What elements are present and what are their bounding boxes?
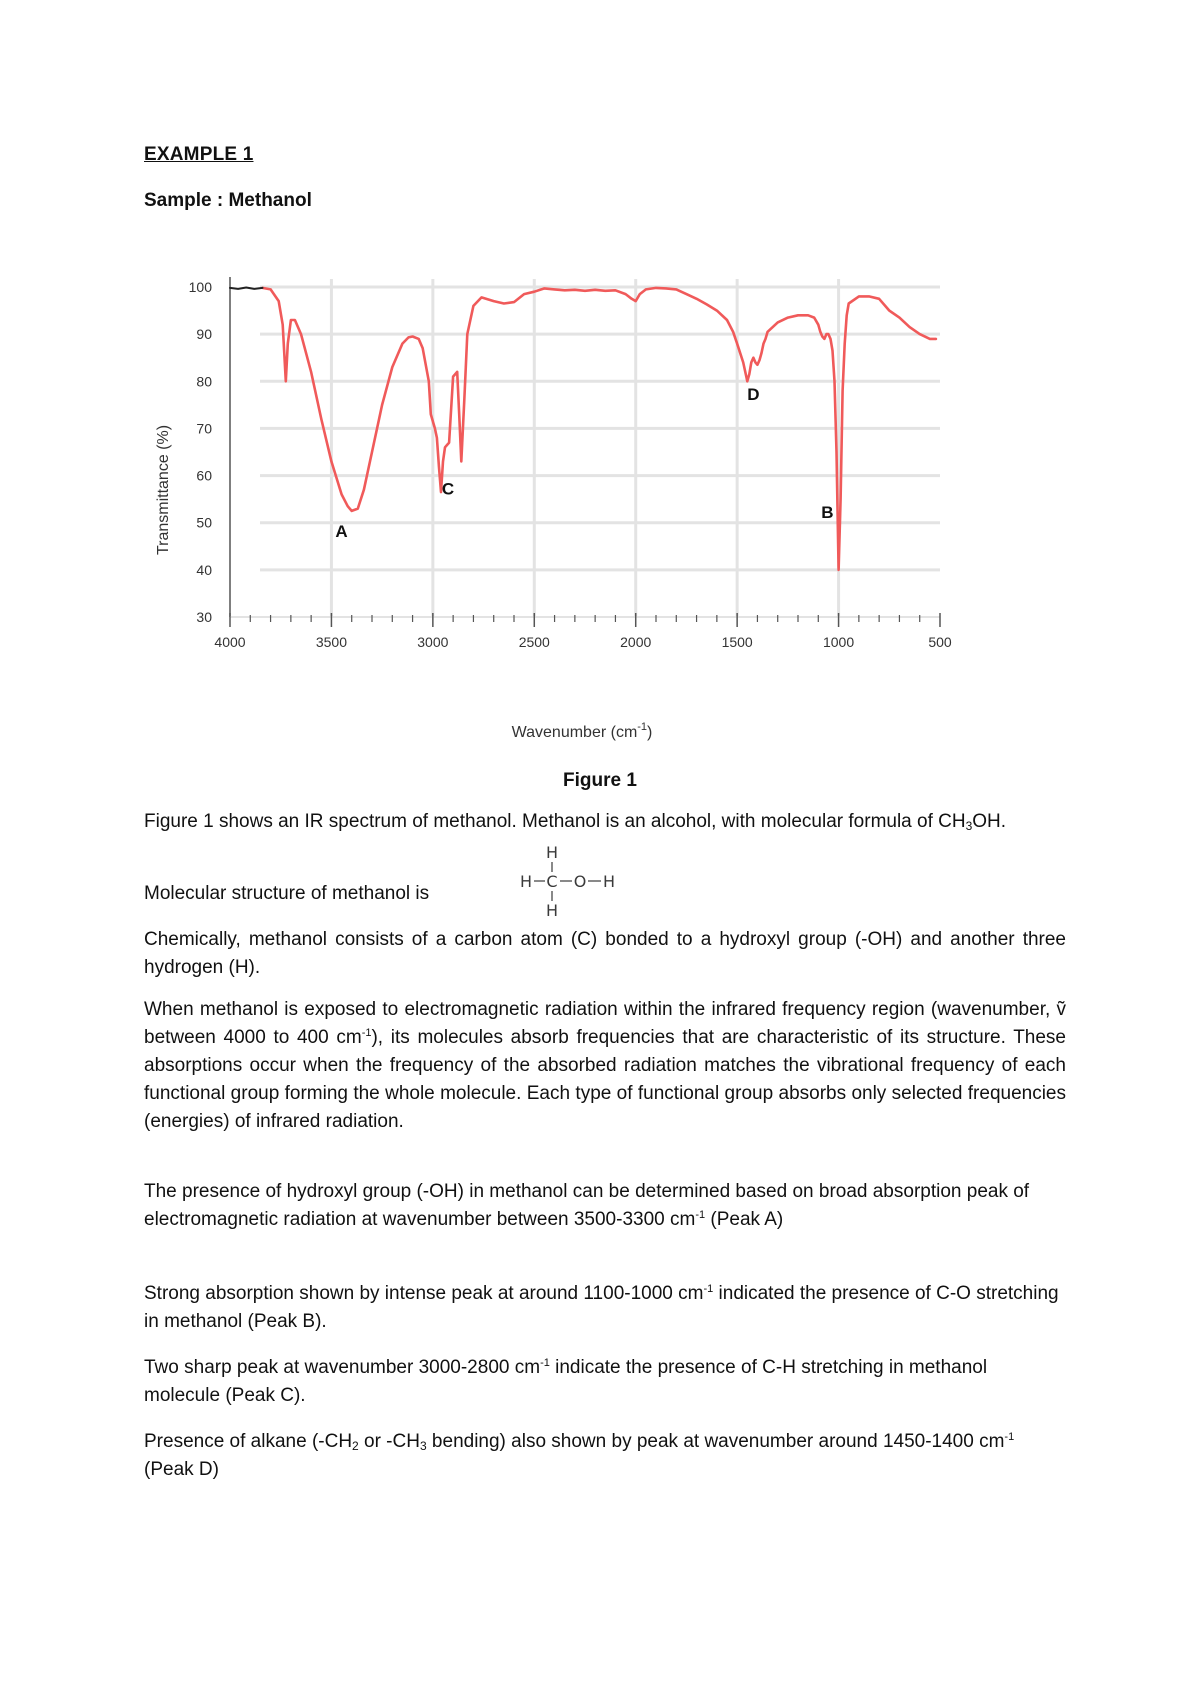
structure-oxygen: O xyxy=(573,872,587,891)
peak-label-b: B xyxy=(821,503,834,522)
paragraph-peak-c-end: indicate the presence of C-H stretching in methanol molecule (Peak C). xyxy=(144,1357,988,1406)
structure-right-hydrogen: H xyxy=(602,872,616,891)
paragraph-ir-text: When methanol is exposed to electromagnetic radiation within the infrared frequency region (wavenumber, ṽ between 4000 to 400 cm xyxy=(144,999,1066,1048)
unit-superscript: -1 xyxy=(695,1209,706,1221)
paragraph-peak-c xyxy=(144,1354,1066,1410)
peak-label-d: D xyxy=(747,385,760,405)
unit-superscript: -1 xyxy=(361,1027,372,1039)
paragraph-peak-d-text: Presence of alkane (-CH xyxy=(144,1431,353,1452)
structure-label: Molecular structure of methanol is xyxy=(144,883,430,904)
y-tick-label-30: 30 xyxy=(196,609,212,625)
formula-subscript: 3 xyxy=(419,1439,427,1453)
formula-subscript: 2 xyxy=(352,1439,359,1453)
paragraph-peak-b-text: Strong absorption shown by intense peak at around 1100-1000 cm xyxy=(144,1283,704,1304)
x-tick-label-1500: 1500 xyxy=(721,634,753,650)
formula-subscript: 3 xyxy=(965,819,973,833)
x-axis-label xyxy=(512,721,653,741)
figure-caption: Figure 1 xyxy=(563,770,637,791)
paragraph-peak-b-end: indicated the presence of C-O stretching in methanol (Peak B). xyxy=(144,1283,1059,1332)
peak-label-c: C xyxy=(441,479,455,499)
paragraph-intro-text: Figure 1 shows an IR spectrum of methanol. Methanol is an alcohol, with molecular formula of CH xyxy=(144,811,966,832)
paragraph-peak-a-end: (Peak A) xyxy=(705,1209,784,1230)
ir-spectrum-chart xyxy=(130,270,1080,750)
paragraph-intro xyxy=(144,808,1066,836)
paragraph-intro-end: OH. xyxy=(972,811,1007,832)
y-tick-label-50: 50 xyxy=(196,514,212,531)
paragraph-peak-d-text-3: bending) also shown by peak at wavenumber around 1450-1400 cm xyxy=(426,1431,1005,1452)
structure-carbon: C xyxy=(546,872,558,891)
paragraph-peak-b xyxy=(144,1280,1066,1336)
chart-annotations xyxy=(335,385,833,541)
peak-label-a: A xyxy=(335,521,348,541)
paragraph-peak-a xyxy=(144,1178,1066,1234)
baseline-line xyxy=(230,288,263,289)
structure-bottom-hydrogen: H xyxy=(545,901,559,920)
x-tick-label-3500: 3500 xyxy=(315,634,348,650)
x-tick-label-2500: 2500 xyxy=(518,634,550,650)
methanol-structure-diagram xyxy=(512,840,622,920)
y-tick-label-80: 80 xyxy=(196,373,212,390)
paragraph-ir-explanation xyxy=(144,996,1066,1136)
y-tick-label-40: 40 xyxy=(196,561,212,578)
y-tick-label-70: 70 xyxy=(196,420,212,437)
x-tick-label-4000: 4000 xyxy=(214,634,246,650)
paragraph-peak-c-text: Two sharp peak at wavenumber 3000-2800 cm xyxy=(144,1357,541,1378)
paragraph-peak-d-end: (Peak D) xyxy=(144,1459,219,1480)
paragraph-composition: Chemically, methanol consists of a carbon atom (C) bonded to a hydroxyl group (-OH) and another three hydrogen (H). xyxy=(144,929,1066,978)
x-axis-label-text: Wavenumber (cm xyxy=(511,724,638,741)
paragraph-peak-d-text-2: or -CH xyxy=(358,1431,420,1452)
unit-superscript: -1 xyxy=(703,1283,714,1295)
paragraph-ir-text-end: ), its molecules absorb frequencies that are characteristic of its structure. These absorptions occur when the frequency of the absorbed radiation matches the vibrational frequency of each functional group forming the whole molecule. Each type of functional group absorbs only selected frequencies (energies) of infrared radiation. xyxy=(144,1027,1067,1132)
x-axis-label-exponent: -1 xyxy=(637,721,648,733)
y-tick-label-60: 60 xyxy=(196,467,212,484)
x-tick-label-1000: 1000 xyxy=(822,634,855,650)
y-tick-label-90: 90 xyxy=(196,326,212,343)
paragraph-peak-a-text: The presence of hydroxyl group (-OH) in methanol can be determined based on broad absorption peak of electromagnetic radiation at wavenumber between 3500-3300 cm xyxy=(144,1181,1030,1230)
x-axis-label-close: ) xyxy=(647,724,653,741)
y-axis-label: Transmittance (%) xyxy=(155,424,172,556)
x-tick-label-2000: 2000 xyxy=(620,634,652,650)
structure-left-hydrogen: H xyxy=(519,872,533,891)
x-tick-label-500: 500 xyxy=(928,634,952,650)
x-tick-label-3000: 3000 xyxy=(417,634,449,650)
structure-top-hydrogen: H xyxy=(545,843,559,862)
y-tick-label-100: 100 xyxy=(188,279,212,295)
unit-superscript: -1 xyxy=(540,1357,550,1369)
paragraph-peak-d xyxy=(144,1428,1066,1484)
example-heading: EXAMPLE 1 xyxy=(144,144,254,165)
unit-superscript: -1 xyxy=(1004,1431,1015,1443)
sample-label: Sample : Methanol xyxy=(144,190,312,211)
